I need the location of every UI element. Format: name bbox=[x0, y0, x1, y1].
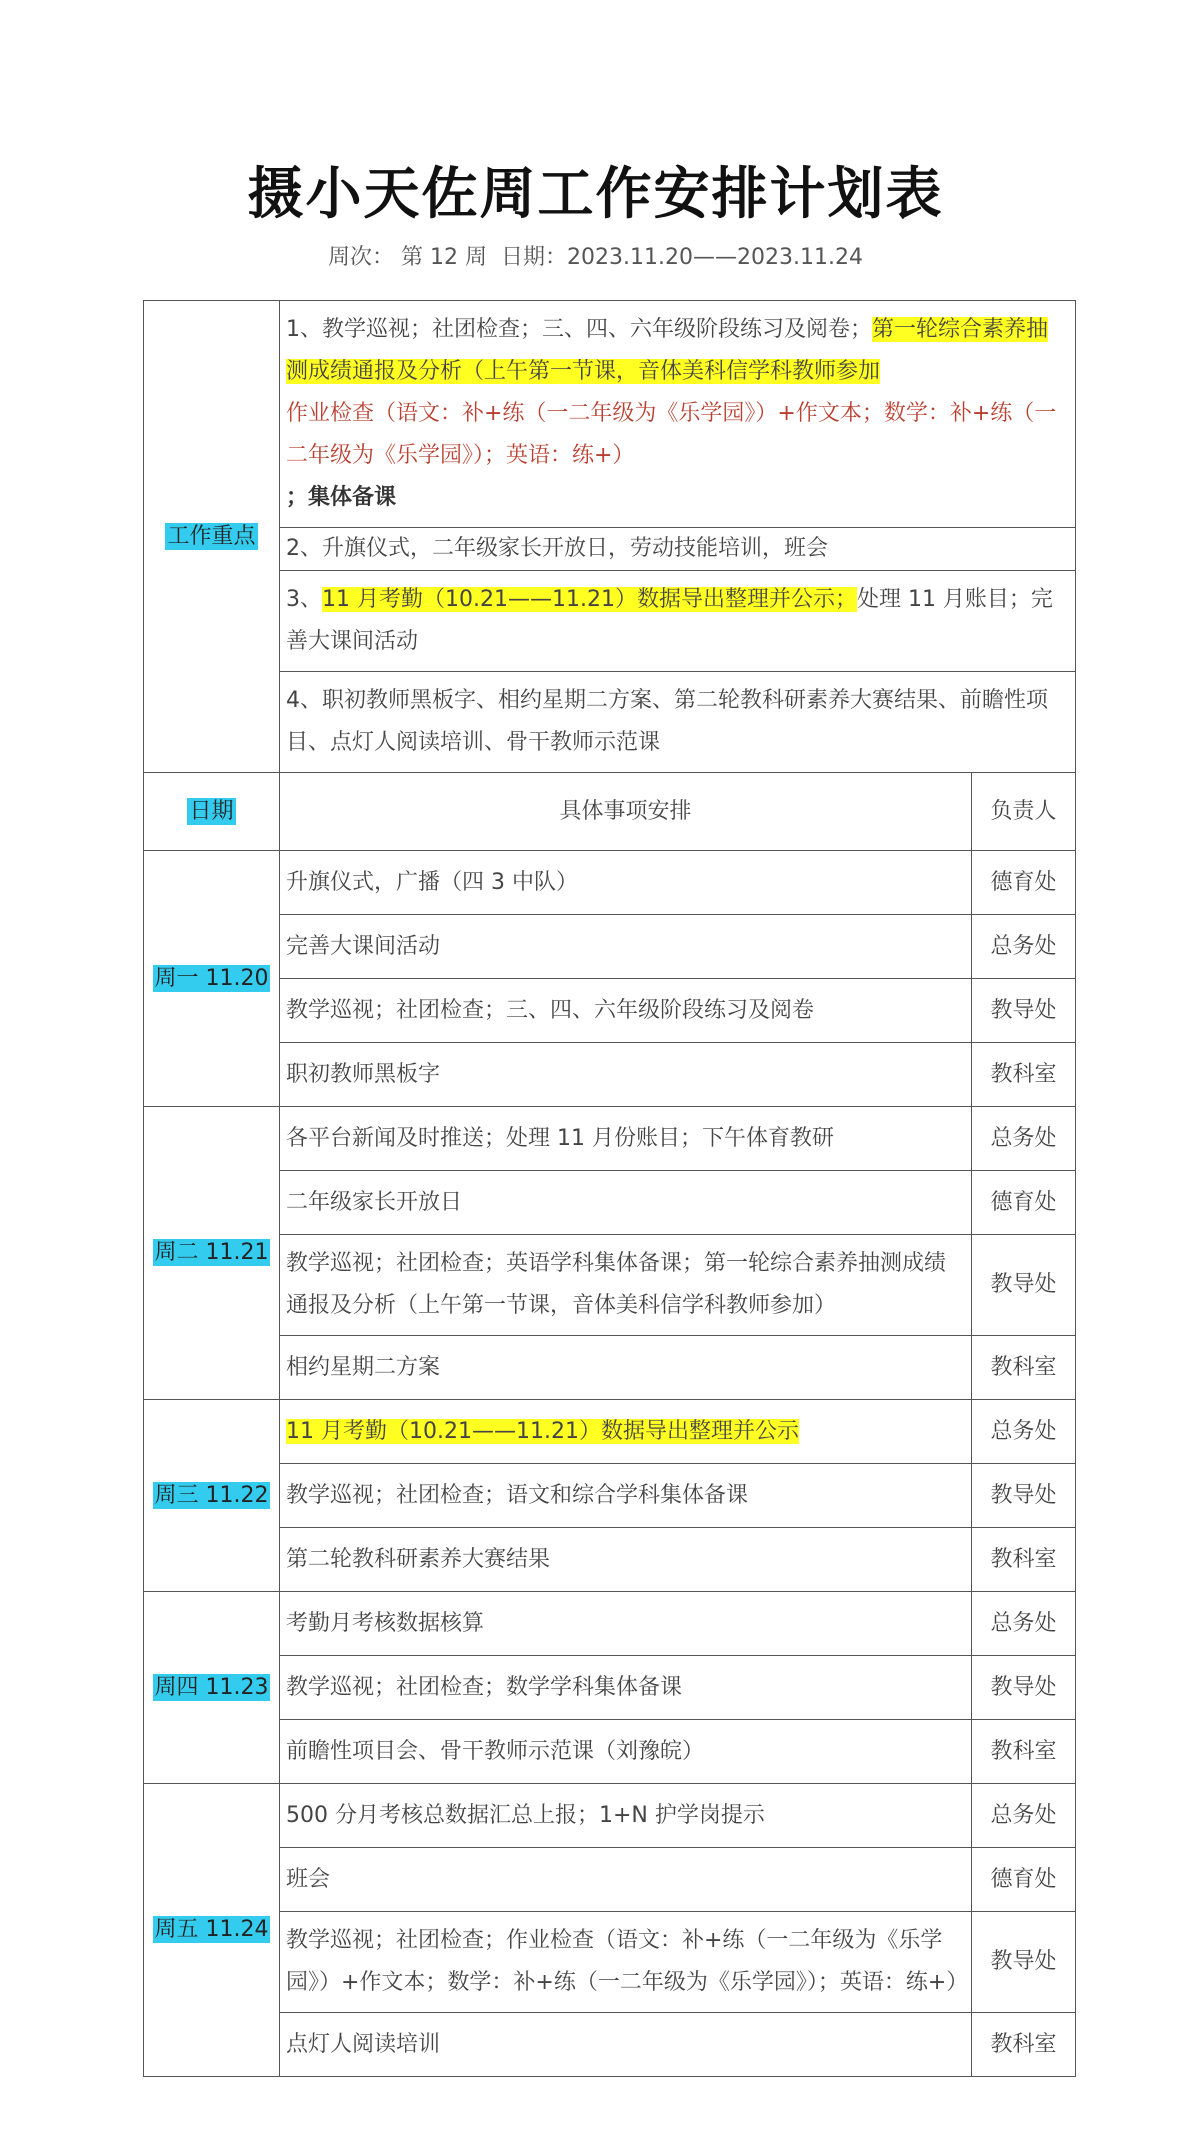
table-row bbox=[144, 1336, 1076, 1400]
table-row bbox=[144, 915, 1076, 979]
focus-item-3-highlight: 11 月考勤（10.21——11.21）数据导出整理并公示； bbox=[322, 587, 857, 612]
owner-cell: 教科室 bbox=[971, 1720, 1075, 1784]
focus-item-4: 4、职初教师黑板字、相约星期二方案、第二轮教科研素养大赛结果、前瞻性项目、点灯人阅读培训、骨干教师示范课 bbox=[280, 672, 1076, 773]
focus-item-3: 3、11 月考勤（10.21——11.21）数据导出整理并公示；处理 11 月账目；完善大课间活动 bbox=[280, 571, 1076, 672]
header-owner: 负责人 bbox=[971, 773, 1075, 851]
table-row bbox=[144, 1400, 1076, 1464]
page-subtitle bbox=[0, 240, 1191, 271]
table-row bbox=[144, 1720, 1076, 1784]
owner-cell: 德育处 bbox=[971, 851, 1075, 915]
task-cell: 前瞻性项目会、骨干教师示范课（刘豫皖） bbox=[280, 1720, 972, 1784]
owner-cell: 教科室 bbox=[971, 2013, 1075, 2077]
owner-cell: 教科室 bbox=[971, 1043, 1075, 1107]
task-cell: 相约星期二方案 bbox=[280, 1336, 972, 1400]
table-row bbox=[144, 1171, 1076, 1235]
header-tasks: 具体事项安排 bbox=[280, 773, 972, 851]
focus-item-1-homework: 作业检查（语文：补+练（一二年级为《乐学园》）+作文本；数学：补+练（一二年级为《乐学园》）；英语：练+） bbox=[286, 401, 1057, 468]
table-row bbox=[144, 1592, 1076, 1656]
plan-table bbox=[143, 300, 1076, 2077]
task-cell: 教学巡视；社团检查；数学学科集体备课 bbox=[280, 1656, 972, 1720]
task-cell: 二年级家长开放日 bbox=[280, 1171, 972, 1235]
focus-label: 工作重点 bbox=[167, 523, 256, 549]
task-cell: 点灯人阅读培训 bbox=[280, 2013, 972, 2077]
table-row bbox=[144, 1656, 1076, 1720]
owner-cell: 教科室 bbox=[971, 1528, 1075, 1592]
task-cell: 第二轮教科研素养大赛结果 bbox=[280, 1528, 972, 1592]
focus-row-4 bbox=[144, 672, 1076, 773]
table-row bbox=[144, 979, 1076, 1043]
table-row bbox=[144, 1848, 1076, 1912]
day-label-tue: 周二 11.21 bbox=[144, 1107, 280, 1400]
task-cell: 教学巡视；社团检查；英语学科集体备课；第一轮综合素养抽测成绩通报及分析（上午第一节课，音体美科信学科教师参加） bbox=[280, 1235, 972, 1336]
focus-item-1: 1、教学巡视；社团检查；三、四、六年级阶段练习及阅卷；第一轮综合素养抽测成绩通报及分析（上午第一节课，音体美科信学科教师参加 作业检查（语文：补+练（一二年级为《乐学园》）+作文本；数学：补+练（一二年级为《乐学园》）；英语：练+） ；集体备课 bbox=[280, 301, 1076, 528]
table-header-row bbox=[144, 773, 1076, 851]
table-row bbox=[144, 2013, 1076, 2077]
owner-cell: 教导处 bbox=[971, 1912, 1075, 2013]
owner-cell: 教导处 bbox=[971, 1656, 1075, 1720]
owner-cell: 总务处 bbox=[971, 915, 1075, 979]
focus-item-1-highlight: 第一轮综合素养抽测成绩通报及分析（上午第一节课，音体美科信学科教师参加 bbox=[286, 317, 1049, 384]
owner-cell: 德育处 bbox=[971, 1848, 1075, 1912]
day-label-mon: 周一 11.20 bbox=[144, 851, 280, 1107]
task-cell: 职初教师黑板字 bbox=[280, 1043, 972, 1107]
focus-label-cell bbox=[144, 301, 280, 773]
task-cell: 教学巡视；社团检查；三、四、六年级阶段练习及阅卷 bbox=[280, 979, 972, 1043]
owner-cell: 德育处 bbox=[971, 1171, 1075, 1235]
date-value: 2023.11.20——2023.11.24 bbox=[567, 245, 863, 270]
task-cell: 升旗仪式，广播（四 3 中队） bbox=[280, 851, 972, 915]
table-row bbox=[144, 1235, 1076, 1336]
day-label-wed: 周三 11.22 bbox=[144, 1400, 280, 1592]
focus-row-2 bbox=[144, 528, 1076, 571]
owner-cell: 教科室 bbox=[971, 1336, 1075, 1400]
task-cell: 教学巡视；社团检查；作业检查（语文：补+练（一二年级为《乐学园》）+作文本；数学：补+练（一二年级为《乐学园》）；英语：练+） bbox=[280, 1912, 972, 2013]
task-cell: 考勤月考核数据核算 bbox=[280, 1592, 972, 1656]
owner-cell: 总务处 bbox=[971, 1784, 1075, 1848]
task-cell: 500 分月考核总数据汇总上报；1+N 护学岗提示 bbox=[280, 1784, 972, 1848]
task-cell: 班会 bbox=[280, 1848, 972, 1912]
task-cell: 教学巡视；社团检查；语文和综合学科集体备课 bbox=[280, 1464, 972, 1528]
task-cell: 各平台新闻及时推送；处理 11 月份账目；下午体育教研 bbox=[280, 1107, 972, 1171]
week-value: 第 12 周 bbox=[401, 245, 488, 270]
date-label: 日期： bbox=[501, 245, 568, 270]
owner-cell: 总务处 bbox=[971, 1107, 1075, 1171]
day-label-thu: 周四 11.23 bbox=[144, 1592, 280, 1784]
table-row bbox=[144, 851, 1076, 915]
table-row bbox=[144, 1784, 1076, 1848]
page-title: 摄小天佐周工作安排计划表 bbox=[247, 162, 944, 227]
day-label-fri: 周五 11.24 bbox=[144, 1784, 280, 2077]
table-row bbox=[144, 1107, 1076, 1171]
focus-item-2: 2、升旗仪式，二年级家长开放日，劳动技能培训，班会 bbox=[280, 528, 1076, 571]
focus-item-1-prep: ；集体备课 bbox=[286, 485, 397, 510]
table-row bbox=[144, 1912, 1076, 2013]
owner-cell: 教导处 bbox=[971, 979, 1075, 1043]
week-label: 周次： bbox=[328, 245, 395, 270]
focus-row-1 bbox=[144, 301, 1076, 528]
owner-cell: 总务处 bbox=[971, 1400, 1075, 1464]
task-cell: 完善大课间活动 bbox=[280, 915, 972, 979]
header-date: 日期 bbox=[144, 773, 280, 851]
table-row bbox=[144, 1464, 1076, 1528]
table-row bbox=[144, 1043, 1076, 1107]
owner-cell: 教导处 bbox=[971, 1464, 1075, 1528]
owner-cell: 教导处 bbox=[971, 1235, 1075, 1336]
table-row bbox=[144, 1528, 1076, 1592]
focus-row-3 bbox=[144, 571, 1076, 672]
owner-cell: 总务处 bbox=[971, 1592, 1075, 1656]
task-cell: 11 月考勤（10.21——11.21）数据导出整理并公示 bbox=[280, 1400, 972, 1464]
